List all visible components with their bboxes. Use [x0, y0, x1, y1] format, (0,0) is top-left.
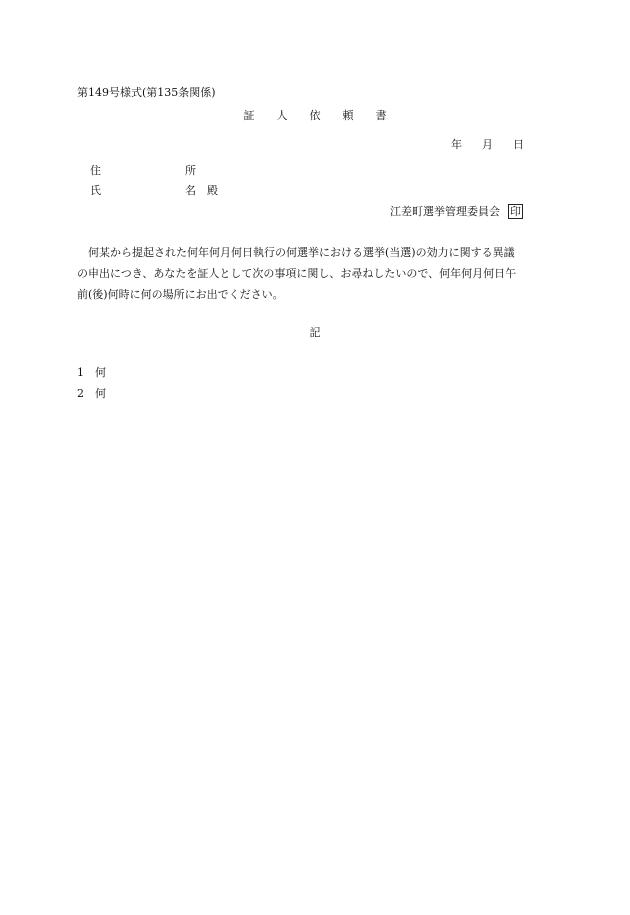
date-month: 月	[482, 138, 493, 151]
committee-name: 江差町選挙管理委員会	[390, 205, 500, 218]
name-label	[90, 184, 218, 198]
title-char: 証	[243, 109, 255, 122]
document-title	[0, 109, 630, 123]
list-item	[77, 387, 106, 401]
title-char: 頼	[342, 109, 354, 122]
item-text: 何	[95, 366, 106, 379]
address-label	[90, 164, 196, 178]
address-label-part1: 住	[90, 164, 101, 177]
body-line-2: の申出につき、あなたを証人として次の事項に関し、お尋ねしたいので、何年何月何日午	[77, 267, 517, 280]
title-char: 人	[276, 109, 288, 122]
title-char: 書	[375, 109, 387, 122]
item-number: 2	[77, 387, 84, 400]
name-label-part2: 名	[185, 184, 196, 197]
item-number: 1	[77, 366, 84, 379]
ki-heading: 記	[309, 326, 321, 339]
seal-mark: 印	[510, 205, 521, 218]
address-label-part2: 所	[185, 164, 196, 177]
item-text: 何	[95, 387, 106, 400]
body-line-3: 前(後)何時に何の場所にお出でください。	[77, 288, 284, 301]
body-line-1: 何某から提起された何年何月何日執行の何選挙における選挙(当選)の効力に関する異議	[77, 246, 515, 259]
body-paragraph	[77, 242, 557, 305]
title-char: 依	[309, 109, 321, 122]
date-day: 日	[513, 138, 524, 151]
sender-line	[390, 204, 523, 219]
name-label-part1: 氏	[90, 184, 101, 197]
form-number: 第149号様式(第135条関係)	[77, 86, 216, 99]
honorific: 殿	[207, 184, 218, 197]
date-line	[451, 138, 524, 152]
list-item	[77, 366, 106, 380]
date-year: 年	[451, 138, 462, 151]
